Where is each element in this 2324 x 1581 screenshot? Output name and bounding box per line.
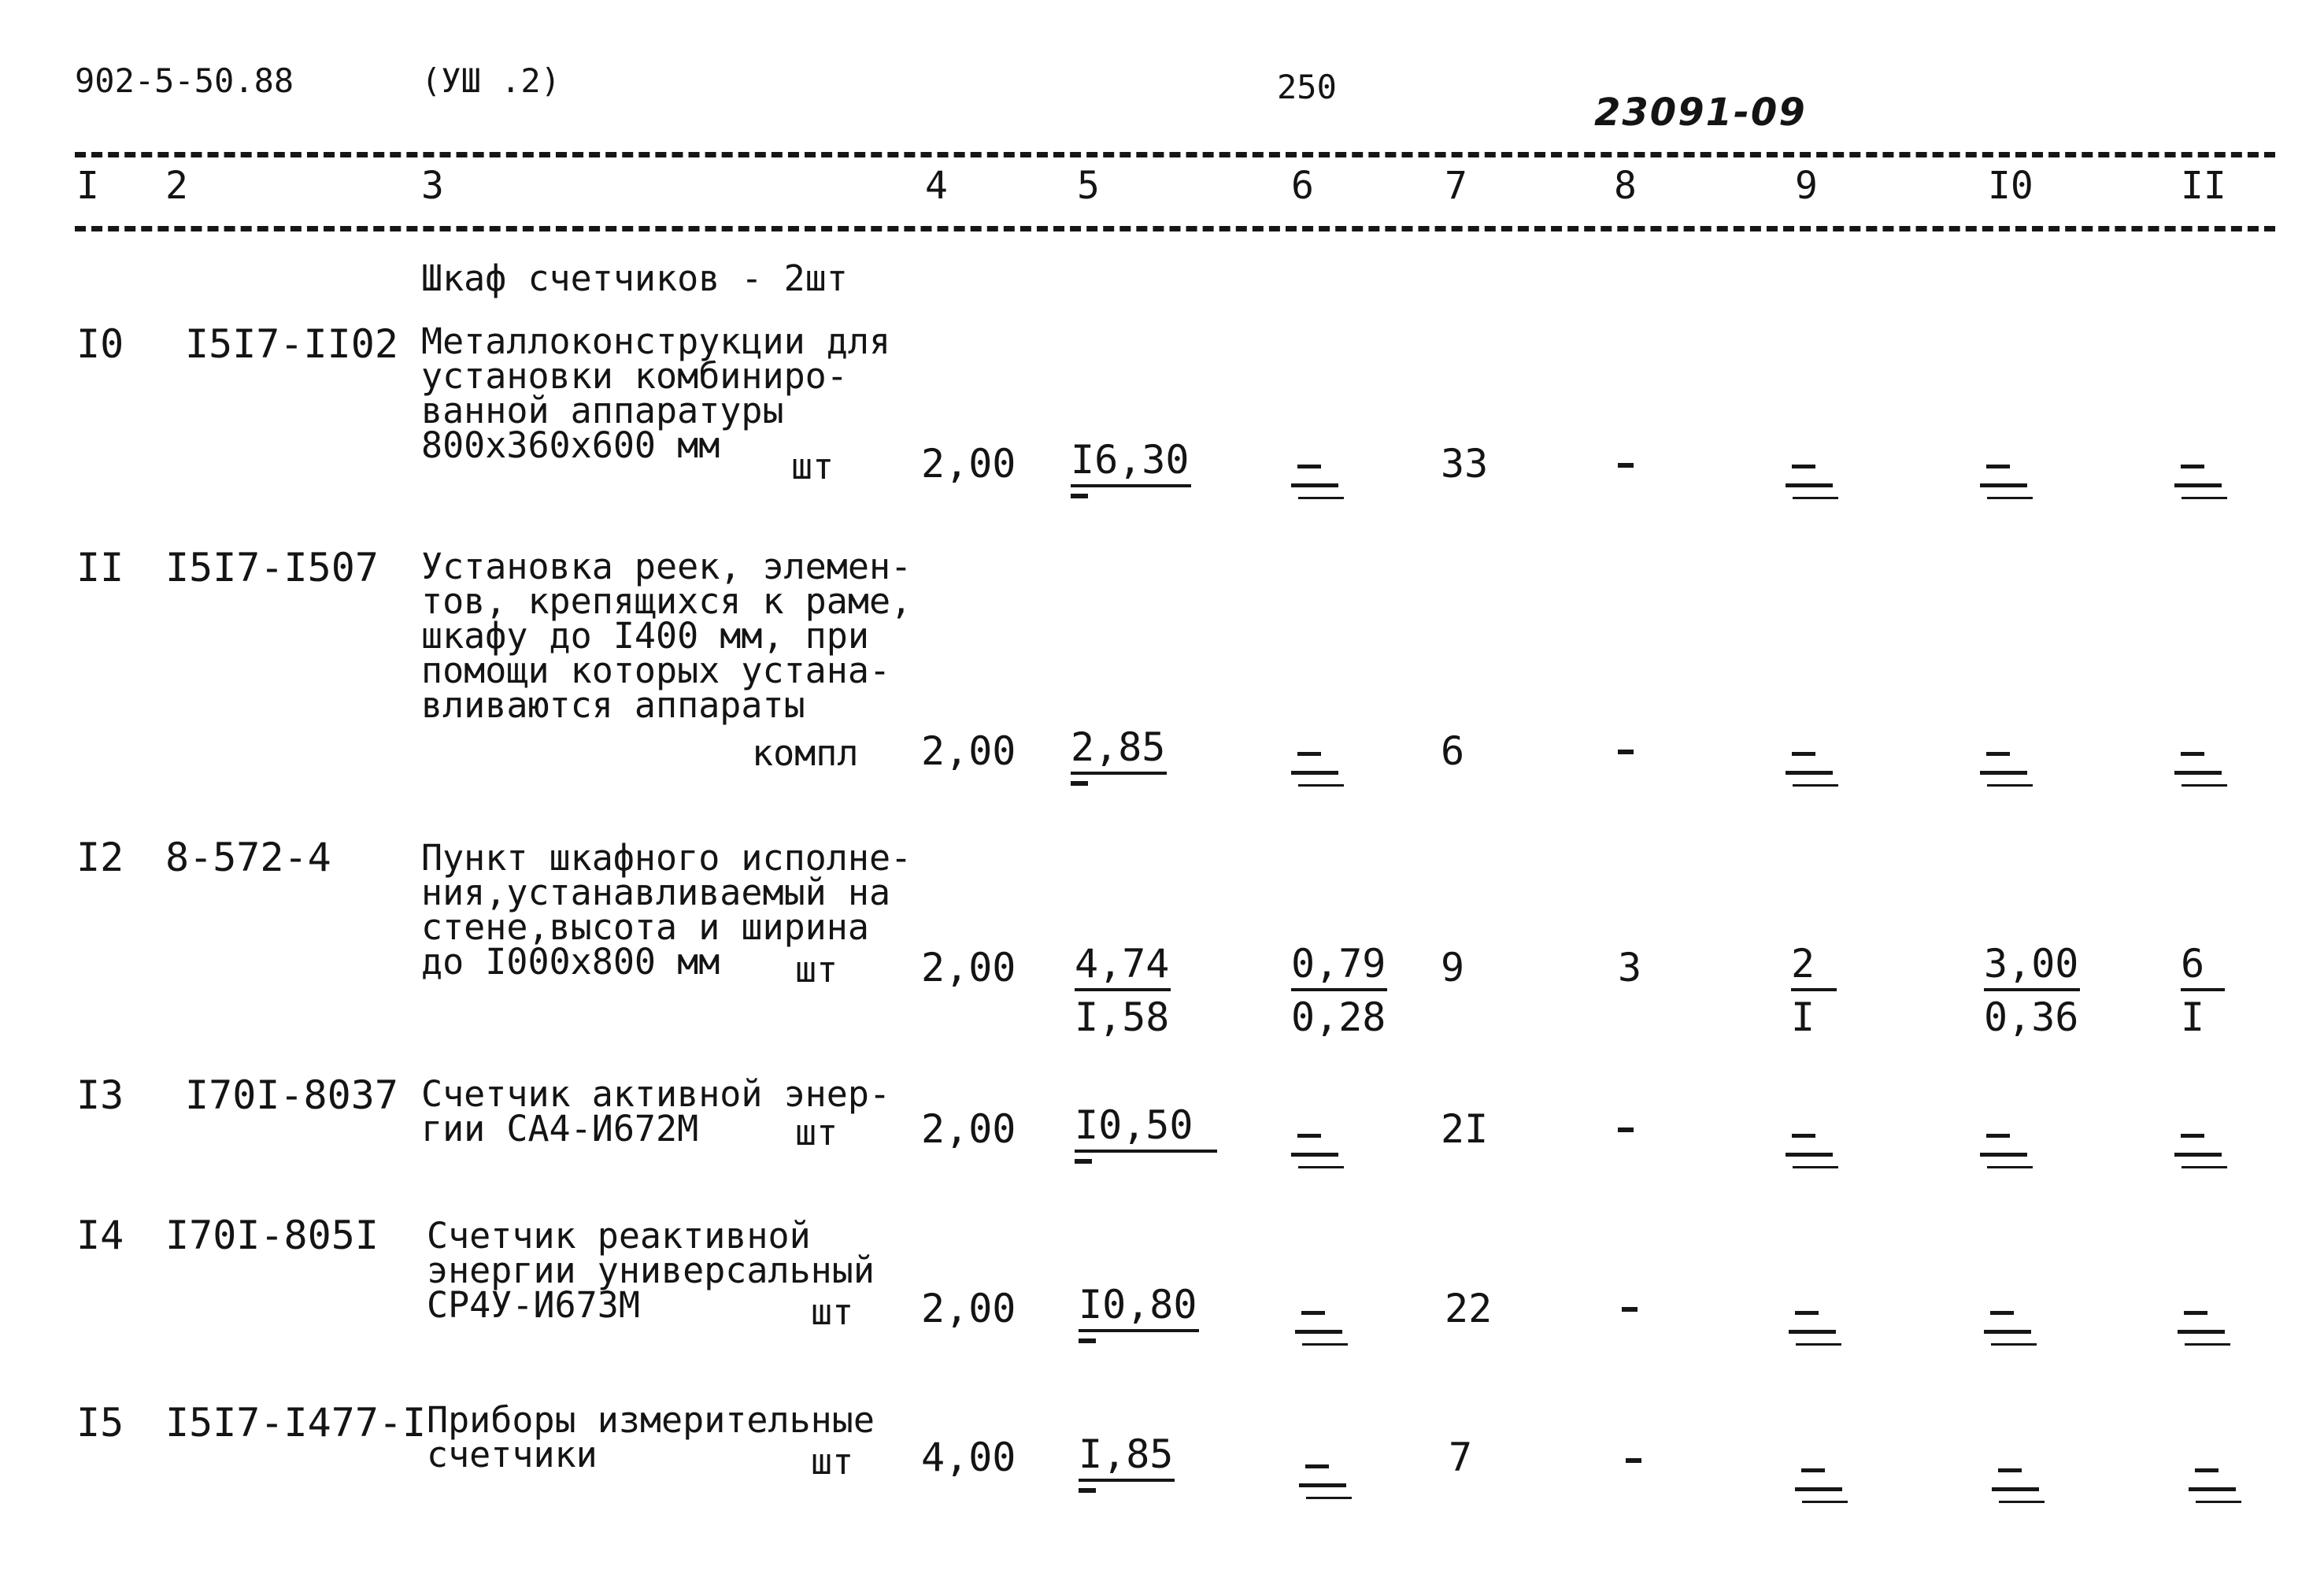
empty-mark — [1992, 1468, 2039, 1500]
unit-cost: I6,30 — [1071, 437, 1191, 498]
column-heading-4: 4 — [925, 164, 948, 208]
labor-value: 33 — [1441, 441, 1489, 487]
quantity: 2,00 — [921, 1286, 1016, 1331]
rate-code: 8-572-4 — [165, 835, 331, 880]
empty-mark — [1299, 1464, 1346, 1496]
unit-cost: I0,50 — [1075, 1102, 1217, 1164]
row-number: I0 — [76, 321, 124, 367]
column-heading-5: 5 — [1077, 164, 1100, 208]
value-column-10: $\frac{3,00}{0,36}$ — [1984, 941, 2079, 1040]
section-title: Шкаф счетчиков - 2шт — [421, 257, 848, 299]
column-heading-8: 8 — [1614, 164, 1637, 208]
column-heading-2: 2 — [165, 164, 188, 208]
empty-mark — [1980, 465, 2027, 496]
column-heading-3: 3 — [421, 164, 444, 208]
labor-value: 9 — [1441, 945, 1465, 990]
rate-code: I5I7-I477-I — [165, 1400, 427, 1446]
labor-value: 22 — [1445, 1286, 1493, 1331]
unit-cost: 2,85 — [1071, 724, 1167, 786]
empty-mark — [2174, 465, 2222, 496]
empty-mark — [2174, 1134, 2222, 1165]
quantity: 2,00 — [921, 728, 1016, 774]
labor-value: 2I — [1441, 1106, 1489, 1152]
item-description: Счетчик реактивной энергии универсальный СР4У-И673М — [427, 1215, 875, 1326]
row-number: I2 — [76, 835, 124, 880]
labor-value: 6 — [1441, 728, 1465, 774]
dash-mark — [1626, 1458, 1641, 1463]
rate-code: I5I7-II02 — [185, 321, 398, 367]
item-description: Металлоконструкции для установки комбиниро- ванной аппаратуры 800х360х600 мм — [421, 320, 891, 466]
empty-mark — [1795, 1468, 1842, 1500]
empty-mark — [1980, 752, 2027, 783]
rate-code: I70I-805I — [165, 1213, 379, 1258]
column-heading-10: I0 — [1988, 164, 2034, 208]
column-heading-6: 6 — [1291, 164, 1314, 208]
row-number: II — [76, 545, 124, 591]
header-rule-top — [75, 152, 2275, 157]
unit: компл — [752, 732, 859, 774]
unit-cost: I0,80 — [1079, 1282, 1199, 1343]
item-description: Установка реек, элемен- тов, крепящихся к раме, шкафу до I400 мм, при помощи которых устана- вливаются аппараты — [421, 546, 912, 726]
empty-mark — [1984, 1311, 2031, 1342]
column-heading-9: 9 — [1795, 164, 1818, 208]
unit: шт — [811, 1291, 854, 1333]
empty-mark — [1291, 1134, 1338, 1165]
dash-mark — [1618, 463, 1634, 468]
row-number: I3 — [76, 1072, 124, 1118]
empty-mark — [1295, 1311, 1342, 1342]
value-column-9: $\frac{2}{I}$ — [1791, 941, 1837, 1040]
empty-mark — [1291, 465, 1338, 496]
empty-mark — [1291, 752, 1338, 783]
unit-cost: I,85 — [1079, 1431, 1175, 1493]
value-column-11: $\frac{6}{I}$ — [2181, 941, 2225, 1040]
empty-mark — [2174, 752, 2222, 783]
quantity: 2,00 — [921, 1106, 1016, 1152]
cost-column-6: $\frac{0,79}{0,28}$ — [1291, 941, 1386, 1040]
rate-code: I5I7-I507 — [165, 545, 379, 591]
empty-mark — [1786, 1134, 1833, 1165]
quantity: 4,00 — [921, 1435, 1016, 1480]
dash-mark — [1618, 750, 1634, 754]
column-heading-1: I — [76, 164, 99, 208]
item-description: Приборы измерительные счетчики — [427, 1399, 875, 1475]
empty-mark — [2178, 1311, 2225, 1342]
row-number: I4 — [76, 1213, 124, 1258]
unit: шт — [795, 949, 838, 990]
dash-mark — [1622, 1307, 1638, 1312]
item-description: Пункт шкафного исполне- ния,устанавливаемый на стене,высота и ширина до I000х800 мм — [421, 837, 912, 983]
labor-value: 7 — [1449, 1435, 1473, 1480]
quantity: 2,00 — [921, 441, 1016, 487]
row-number: I5 — [76, 1400, 124, 1446]
unit: шт — [795, 1112, 838, 1153]
quantity: 2,00 — [921, 945, 1016, 990]
unit: шт — [791, 446, 834, 487]
rate-code: I70I-8037 — [185, 1072, 398, 1118]
column-heading-7: 7 — [1445, 164, 1467, 208]
unit-cost: $\frac{4,74}{I,58}$ — [1075, 941, 1170, 1040]
dash-mark — [1618, 1127, 1634, 1132]
column-heading-11: II — [2181, 164, 2226, 208]
empty-mark — [1980, 1134, 2027, 1165]
item-description: Счетчик активной энер- гии СА4-И672М — [421, 1073, 891, 1150]
empty-mark — [1789, 1311, 1836, 1342]
page-number: 250 — [1277, 68, 1337, 106]
value-column-8: 3 — [1618, 945, 1642, 990]
handwritten-stamp: 23091-09 — [1594, 91, 1807, 135]
unit: шт — [811, 1441, 854, 1483]
empty-mark — [2189, 1468, 2236, 1500]
empty-mark — [1786, 465, 1833, 496]
document-code: 902-5-50.88 — [75, 61, 294, 100]
header-rule-bottom — [75, 226, 2275, 231]
empty-mark — [1786, 752, 1833, 783]
section-label: (УШ .2) — [421, 61, 561, 100]
